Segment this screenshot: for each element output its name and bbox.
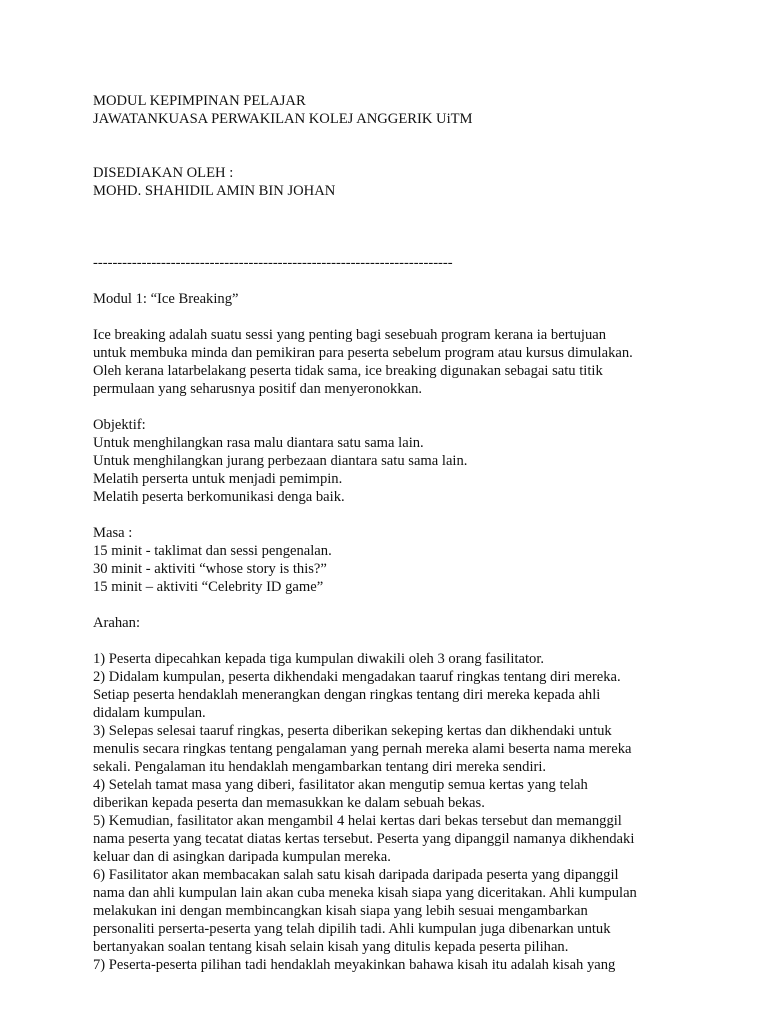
instruction-line: keluar dan di asingkan daripada kumpulan mereka. — [93, 849, 391, 865]
instruction-line: 5) Kemudian, fasilitator akan mengambil 4 helai kertas dari bekas tersebut dan memanggil — [93, 813, 622, 829]
instruction-line: bertanyakan soalan tentang kisah selain kisah yang ditulis kepada peserta pilihan. — [93, 939, 569, 955]
module-title: Modul 1: “Ice Breaking” — [93, 291, 239, 307]
time-item: 15 minit - taklimat dan sessi pengenalan. — [93, 543, 332, 559]
objective-item: Untuk menghilangkan rasa malu diantara satu sama lain. — [93, 435, 424, 451]
instruction-line: 6) Fasilitator akan membacakan salah satu kisah daripada daripada peserta yang dipanggil — [93, 867, 619, 883]
instruction-line: 1) Peserta dipecahkan kepada tiga kumpulan diwakili oleh 3 orang fasilitator. — [93, 651, 545, 667]
instruction-line: sekali. Pengalaman itu hendaklah mengambarkan tentang diri mereka sendiri. — [93, 759, 547, 775]
time-label: Masa : — [93, 525, 133, 541]
instruction-line: 3) Selepas selesai taaruf ringkas, peserta diberikan sekeping kertas dan dikhendaki untuk — [93, 723, 612, 739]
instruction-line: diberikan kepada peserta dan memasukkan ke dalam sebuah bekas. — [93, 795, 485, 811]
instruction-line: personaliti perserta-peserta yang telah dipilih tadi. Ahli kumpulan juga dibenarkan untuk — [93, 921, 611, 937]
intro-line: untuk membuka minda dan pemikiran para peserta sebelum program atau kursus dimulakan. — [93, 345, 633, 361]
intro-line: permulaan yang seharusnya positif dan menyeronokkan. — [93, 381, 423, 397]
divider: -------------------------------------------------------------------------- — [93, 255, 453, 271]
time-item: 30 minit - aktiviti “whose story is this?” — [93, 561, 327, 577]
instruction-line: 7) Peserta-peserta pilihan tadi hendaklah meyakinkan bahawa kisah itu adalah kisah yang — [93, 957, 616, 973]
instruction-line: menulis secara ringkas tentang pengalaman yang pernah mereka alami beserta nama mereka — [93, 741, 632, 757]
time-item: 15 minit – aktiviti “Celebrity ID game” — [93, 579, 324, 595]
instruction-line: nama dan ahli kumpulan lain akan cuba meneka kisah siapa yang diceritakan. Ahli kumpulan — [93, 885, 637, 901]
intro-line: Ice breaking adalah suatu sessi yang penting bagi sesebuah program kerana ia bertujuan — [93, 327, 607, 343]
header-line-1: MODUL KEPIMPINAN PELAJAR — [93, 93, 306, 109]
instruction-line: melakukan ini dengan membincangkan kisah siapa yang lebih sesuai mengambarkan — [93, 903, 588, 919]
objectives-label: Objektif: — [93, 417, 146, 433]
objective-item: Melatih perserta untuk menjadi pemimpin. — [93, 471, 343, 487]
header-line-2: JAWATANKUASA PERWAKILAN KOLEJ ANGGERIK UiTM — [93, 111, 473, 127]
instruction-line: Setiap peserta hendaklah menerangkan dengan ringkas tentang diri mereka kepada ahli — [93, 687, 601, 703]
instruction-line: 2) Didalam kumpulan, peserta dikhendaki mengadakan taaruf ringkas tentang diri mereka. — [93, 669, 621, 685]
instructions-label: Arahan: — [93, 615, 141, 631]
author-label: DISEDIAKAN OLEH : — [93, 165, 234, 181]
objective-item: Untuk menghilangkan jurang perbezaan diantara satu sama lain. — [93, 453, 468, 469]
instruction-line: nama peserta yang tecatat diatas kertas tersebut. Peserta yang dipanggil namanya dikhendaki — [93, 831, 635, 847]
author-name: MOHD. SHAHIDIL AMIN BIN JOHAN — [93, 183, 336, 199]
objective-item: Melatih peserta berkomunikasi denga baik. — [93, 489, 345, 505]
instruction-line: didalam kumpulan. — [93, 705, 206, 721]
instruction-line: 4) Setelah tamat masa yang diberi, fasilitator akan mengutip semua kertas yang telah — [93, 777, 588, 793]
intro-line: Oleh kerana latarbelakang peserta tidak sama, ice breaking digunakan sebagai satu titik — [93, 363, 603, 379]
